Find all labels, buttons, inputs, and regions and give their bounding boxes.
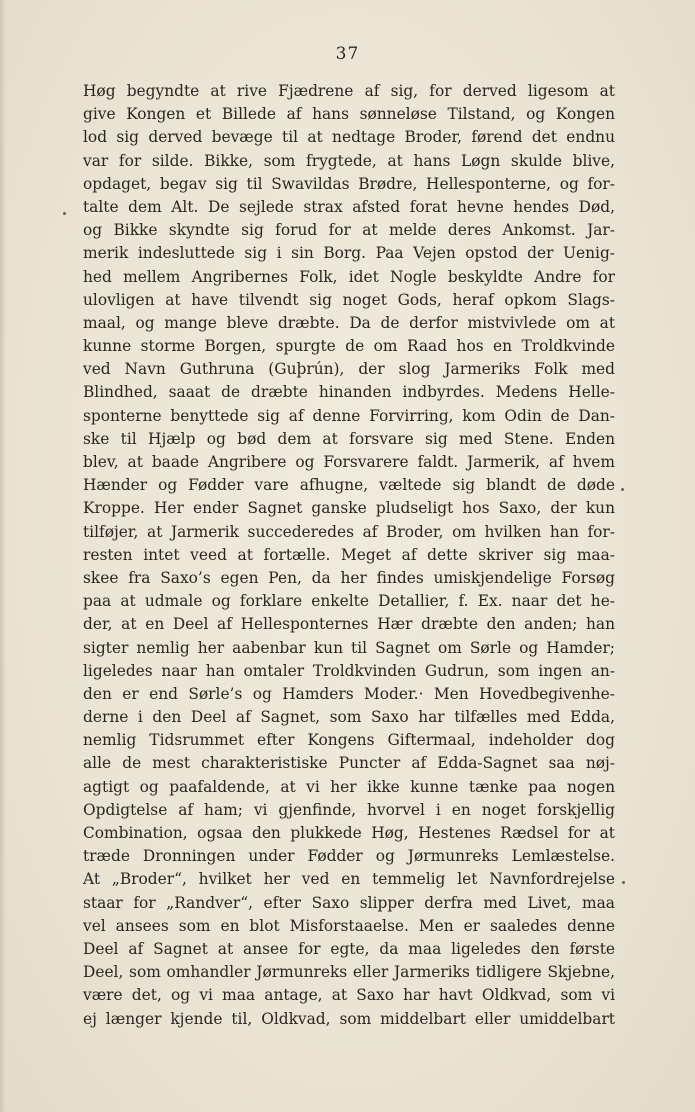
- text-line: ej længer kjende til, Oldkvad, som middelbart eller umiddelbart: [83, 1009, 615, 1028]
- text-line: Høg begyndte at rive Fjædrene af sig, for derved ligesom at: [83, 82, 615, 100]
- text-line: ved Navn Guthruna (Guþrún), der slog Jarmeriks Folk med: [83, 360, 615, 379]
- text-line: At „Broder“, hvilket her ved en temmelig let Navnfordrejelse: [83, 870, 615, 889]
- text-line: der, at en Deel af Hellesponternes Hær dræbte den anden; han: [83, 615, 615, 634]
- text-line: agtigt og paafaldende, at vi her ikke kunne tænke paa nogen: [83, 777, 615, 796]
- text-line: vel ansees som en blot Misforstaaelse. Men er saaledes denne: [83, 916, 615, 935]
- text-line: skee fra Saxo’s egen Pen, da her findes umiskjendelige Forsøg: [83, 568, 615, 587]
- text-line: Opdigtelse af ham; vi gjenfinde, hvorvel i en noget forskjellig: [83, 800, 615, 819]
- text-line: blev, at baade Angribere og Forsvarere faldt. Jarmerik, af hvem: [83, 453, 615, 471]
- text-line: maal, og mange bleve dræbte. Da de derfor mistvivlede om at: [83, 313, 615, 332]
- text-line: merik indesluttede sig i sin Borg. Paa Vejen opstod der Uenig-: [83, 244, 615, 263]
- text-line: og Bikke skyndte sig forud for at melde deres Ankomst. Jar-: [83, 221, 615, 240]
- text-line: sponterne benyttede sig af denne Forvirring, kom Odin de Dan-: [83, 406, 615, 425]
- margin-dot: [63, 212, 66, 215]
- text-line: resten intet veed at fortælle. Meget af dette skriver sig maa-: [83, 545, 615, 564]
- text-line: var for silde. Bikke, som frygtede, at hans Løgn skulde blive,: [83, 151, 615, 170]
- text-line: Deel af Sagnet at ansee for egte, da maa ligeledes den første: [83, 939, 615, 958]
- text-line: Kroppe. Her ender Sagnet ganske pludseligt hos Saxo, der kun: [83, 499, 615, 518]
- text-line: derne i den Deel af Sagnet, som Saxo har tilfælles med Edda,: [83, 708, 615, 727]
- text-line: give Kongen et Billede af hans sønneløse Tilstand, og Kongen: [83, 105, 615, 124]
- text-line: nemlig Tidsrummet efter Kongens Giftermaal, indeholder dog: [83, 731, 615, 750]
- text-line: ligeledes naar han omtaler Troldkvinden Gudrun, som ingen an-: [83, 661, 615, 680]
- text-line: alle de mest charakteristiske Puncter af Edda-Sagnet saa nøj-: [83, 754, 615, 773]
- text-line: talte dem Alt. De sejlede strax afsted forat hevne hendes Død,: [83, 197, 615, 216]
- text-line: tilføjer, at Jarmerik succederedes af Broder, om hvilken han for-: [83, 522, 615, 541]
- text-line: være det, og vi maa antage, at Saxo har havt Oldkvad, som vi: [83, 986, 615, 1005]
- text-line: ske til Hjælp og bød dem at forsvare sig med Stene. Enden: [83, 429, 615, 448]
- text-line: paa at udmale og forklare enkelte Detallier, f. Ex. naar det he-: [83, 592, 615, 611]
- text-line: ulovligen at have tilvendt sig noget Gods, heraf opkom Slags-: [83, 290, 615, 309]
- body-text: [83, 80, 615, 1031]
- text-line: Hænder og Fødder vare afhugne, væltede sig blandt de døde: [83, 476, 615, 495]
- text-line: den er end Sørle’s og Hamders Moder.· Men Hovedbegivenhe-: [83, 684, 615, 703]
- text-line: lod sig derved bevæge til at nedtage Broder, førend det endnu: [83, 128, 615, 147]
- text-line: Blindhed, saaat de dræbte hinanden indbyrdes. Medens Helle-: [83, 383, 615, 402]
- page-number: 37: [335, 44, 360, 64]
- text-line: sigter nemlig her aabenbar kun til Sagnet om Sørle og Hamder;: [83, 638, 615, 657]
- text-line: Deel, som omhandler Jørmunreks eller Jarmeriks tidligere Skjebne,: [83, 963, 615, 982]
- text-line: hed mellem Angribernes Folk, idet Nogle beskyldte Andre for: [83, 267, 615, 286]
- margin-dot: [622, 881, 625, 884]
- text-line: kunne storme Borgen, spurgte de om Raad hos en Troldkvinde: [83, 337, 615, 356]
- text-line: træde Dronningen under Fødder og Jørmunreks Lemlæstelse.: [83, 847, 615, 866]
- margin-dot: [621, 488, 624, 491]
- text-line: Combination, ogsaa den plukkede Høg, Hestenes Rædsel for at: [83, 824, 615, 842]
- page-edge-shadow: [0, 0, 6, 1112]
- text-line: staar for „Randver“, efter Saxo slipper derfra med Livet, maa: [83, 893, 615, 912]
- text-line: opdaget, begav sig til Swavildas Brødre, Hellesponterne, og for-: [83, 174, 615, 193]
